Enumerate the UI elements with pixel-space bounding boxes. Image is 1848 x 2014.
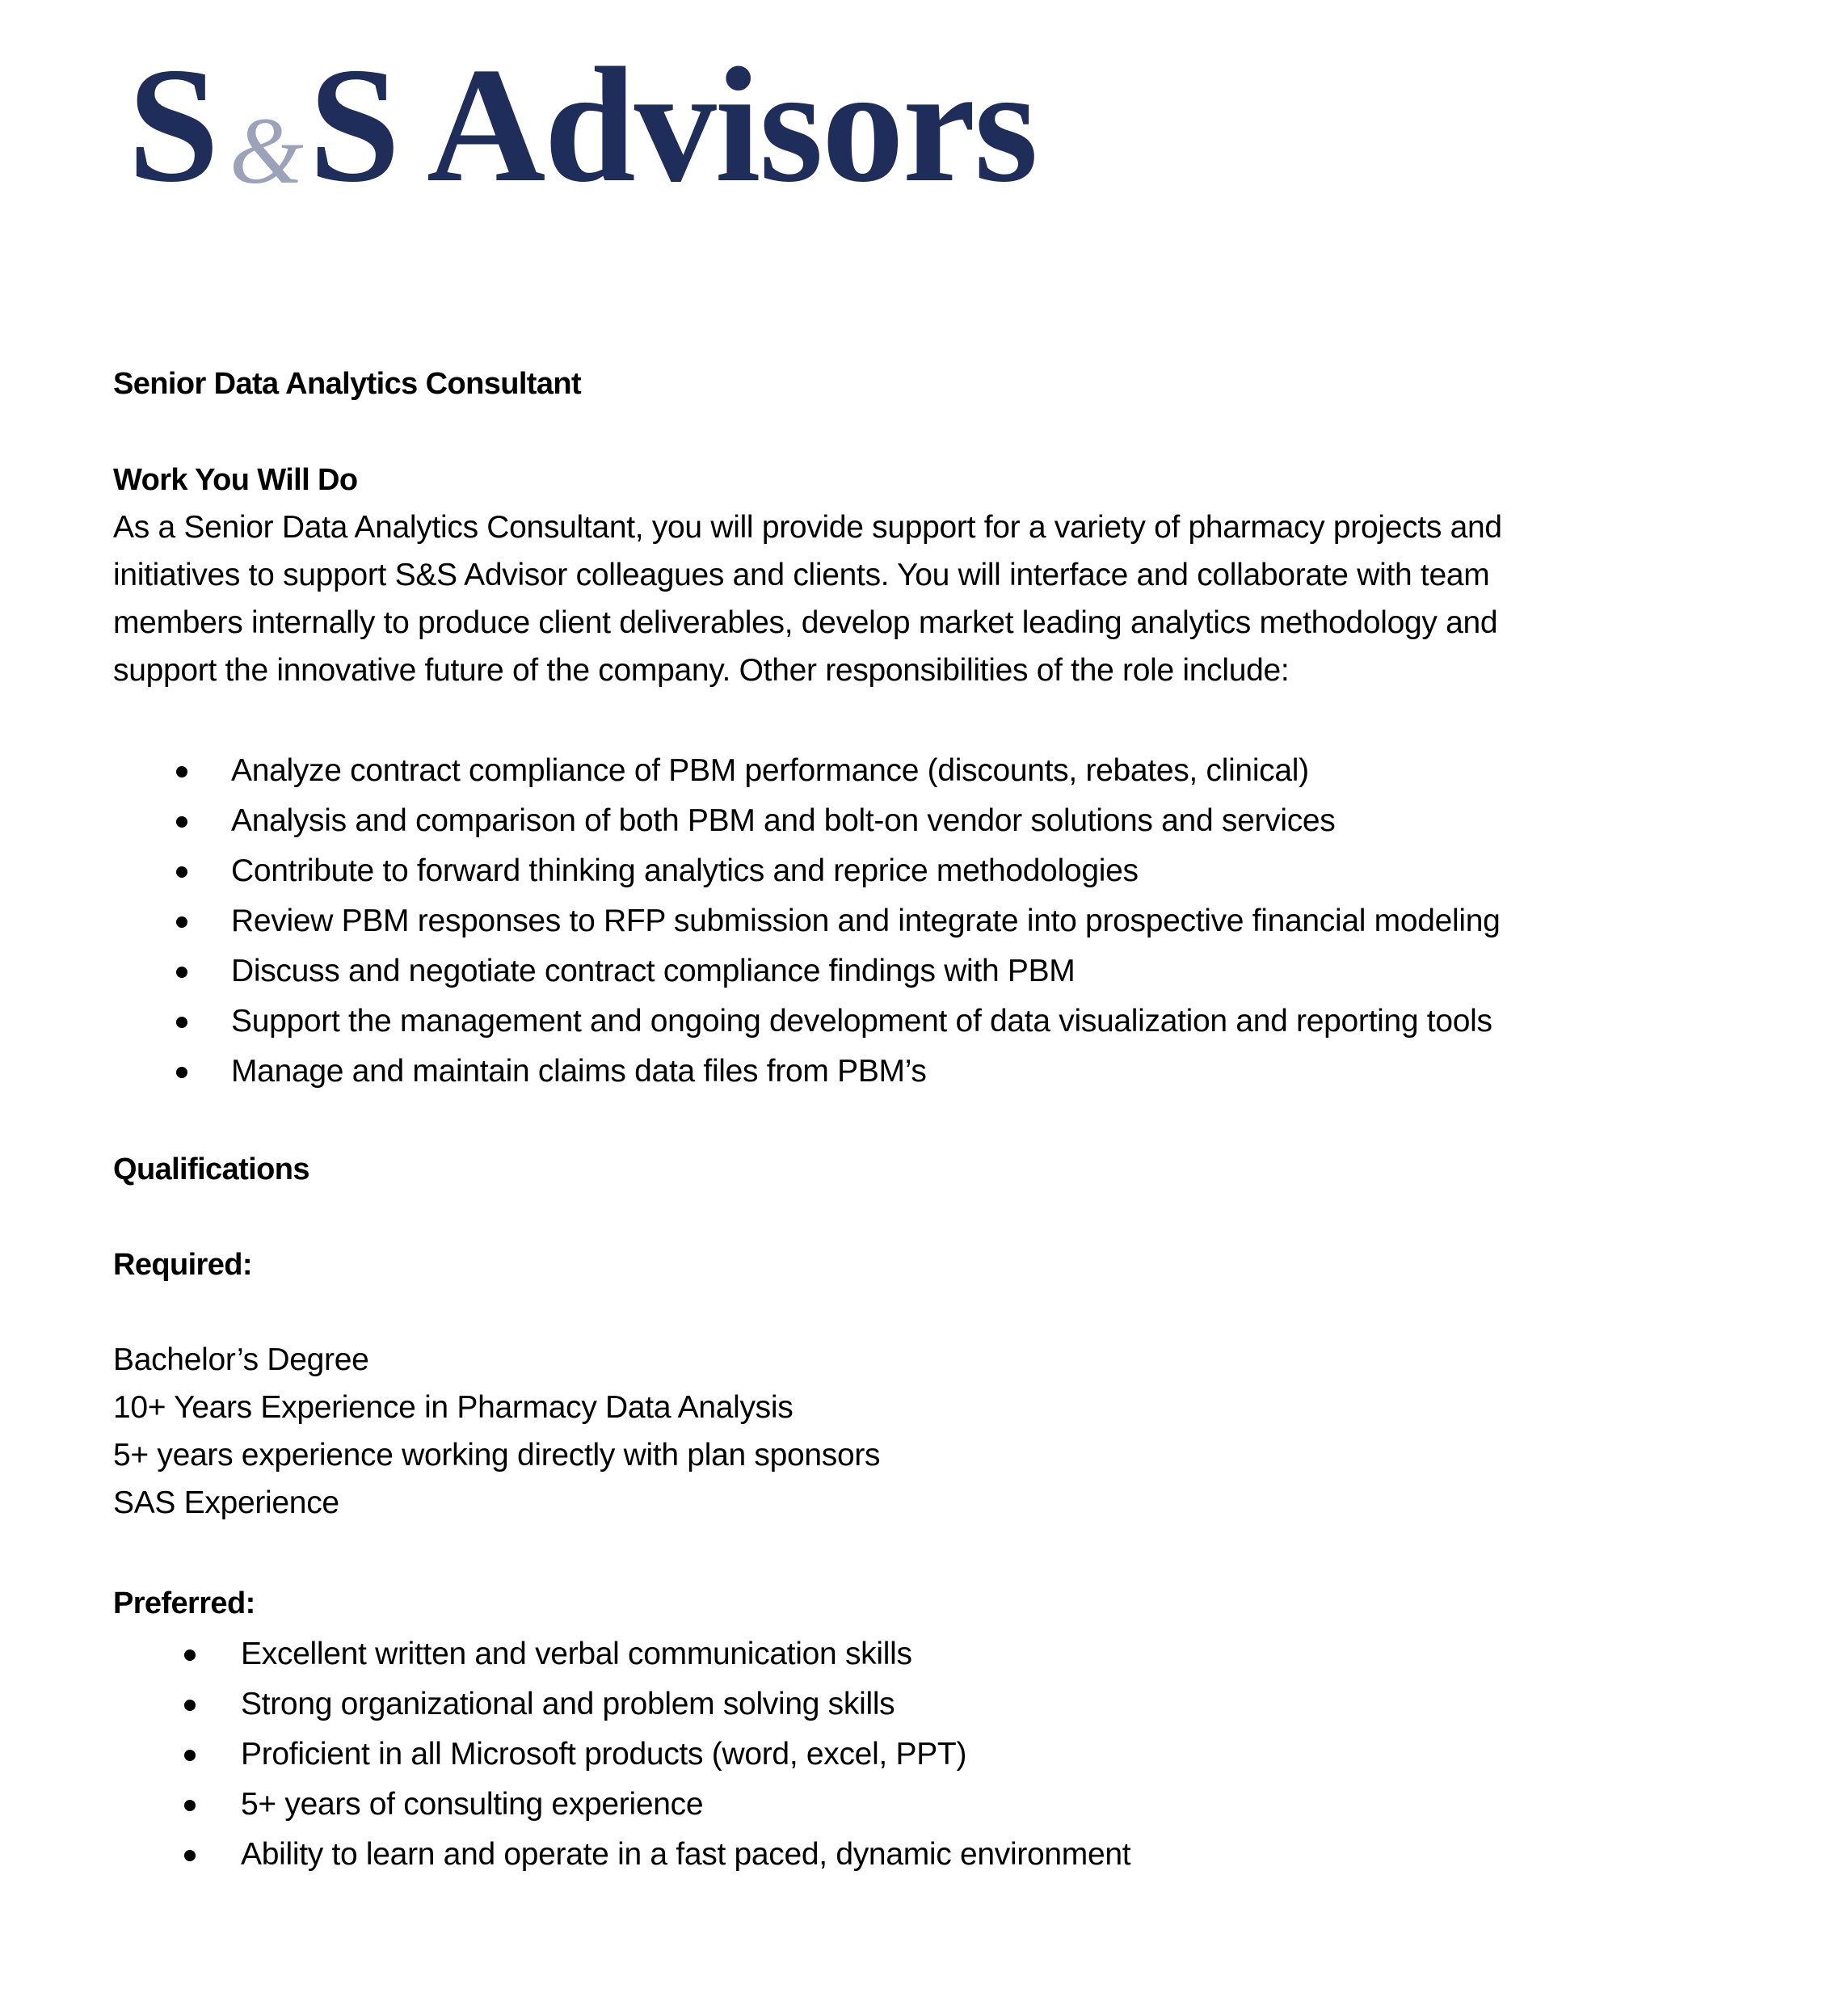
list-item: 5+ years experience working directly with plan sponsors xyxy=(113,1438,881,1473)
list-item-text: Review PBM responses to RFP submission and integrate into prospective financial modeling xyxy=(231,904,1501,938)
bullet-icon xyxy=(176,1017,187,1028)
list-item-text: Strong organizational and problem solving skills xyxy=(241,1687,895,1721)
qualifications-heading: Qualifications xyxy=(113,1152,309,1186)
bullet-icon xyxy=(176,916,187,928)
paragraph-line: members internally to produce client deliverables, develop market leading analytics methodology and xyxy=(113,605,1498,640)
bullet-icon xyxy=(176,1067,187,1078)
paragraph-line: As a Senior Data Analytics Consultant, you will provide support for a variety of pharmacy projects and xyxy=(113,510,1502,545)
preferred-heading: Preferred: xyxy=(113,1586,255,1620)
work-heading: Work You Will Do xyxy=(113,463,358,497)
paragraph-line: support the innovative future of the company. Other responsibilities of the role include: xyxy=(113,653,1290,688)
list-item: Bachelor’s Degree xyxy=(113,1342,369,1377)
logo-wordmark: Advisors xyxy=(427,34,1037,217)
paragraph-line: initiatives to support S&S Advisor colleagues and clients. You will interface and collaborate with team xyxy=(113,558,1490,592)
bullet-icon xyxy=(184,1850,196,1861)
company-logo xyxy=(128,32,1097,218)
bullet-icon xyxy=(184,1700,196,1711)
bullet-icon xyxy=(184,1750,196,1761)
list-item-text: Support the management and ongoing development of data visualization and reporting tools xyxy=(231,1004,1492,1039)
logo-letter-s-first: S xyxy=(128,34,220,217)
list-item: 10+ Years Experience in Pharmacy Data Analysis xyxy=(113,1390,794,1425)
list-item-text: Discuss and negotiate contract compliance findings with PBM xyxy=(231,954,1076,988)
list-item-text: Excellent written and verbal communication skills xyxy=(241,1637,912,1671)
bullet-icon xyxy=(176,816,187,828)
bullet-icon xyxy=(176,967,187,978)
logo-ampersand: & xyxy=(229,98,304,204)
list-item-text: 5+ years of consulting experience xyxy=(241,1787,704,1822)
list-item-text: Contribute to forward thinking analytics and reprice methodologies xyxy=(231,853,1139,888)
list-item-text: Proficient in all Microsoft products (word, excel, PPT) xyxy=(241,1737,967,1772)
list-item-text: Ability to learn and operate in a fast paced, dynamic environment xyxy=(241,1837,1131,1872)
job-title: Senior Data Analytics Consultant xyxy=(113,367,582,401)
list-item-text: Analyze contract compliance of PBM performance (discounts, rebates, clinical) xyxy=(231,753,1309,788)
list-item-text: Analysis and comparison of both PBM and bolt-on vendor solutions and services xyxy=(231,803,1336,838)
bullet-icon xyxy=(184,1800,196,1811)
logo-letter-s-second: S xyxy=(309,34,401,217)
bullet-icon xyxy=(176,766,187,777)
list-item-text: Manage and maintain claims data files from PBM’s xyxy=(231,1054,927,1089)
required-heading: Required: xyxy=(113,1248,252,1282)
bullet-icon xyxy=(184,1650,196,1661)
bullet-icon xyxy=(176,866,187,878)
list-item: SAS Experience xyxy=(113,1485,339,1520)
